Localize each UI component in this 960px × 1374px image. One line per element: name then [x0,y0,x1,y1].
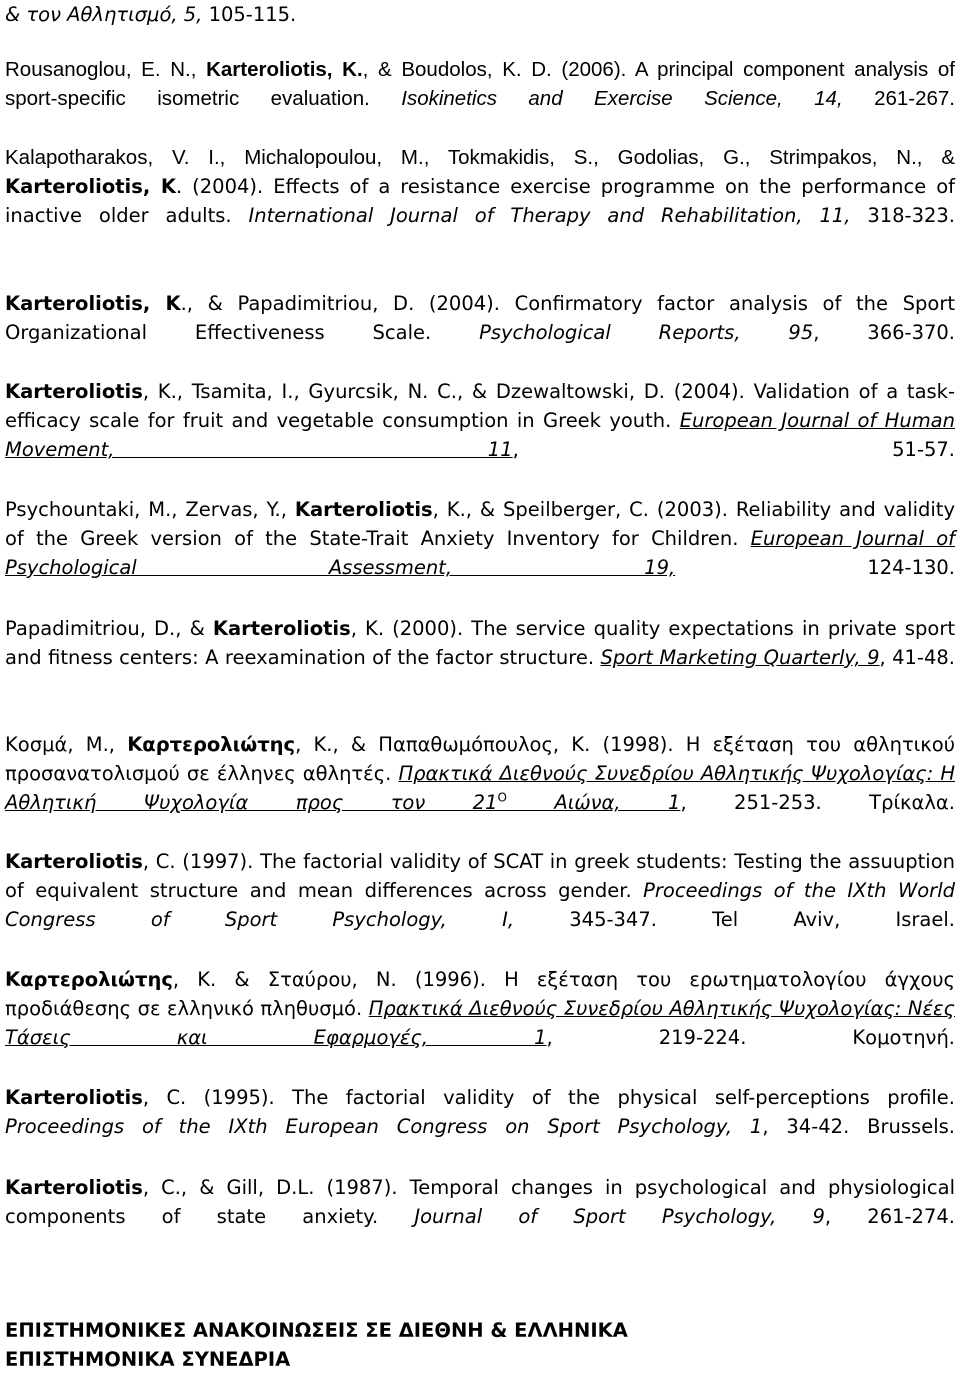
reference-authors: Papadimitriou, D., & [5,617,213,640]
reference-journal-superscript: Ο [497,790,507,805]
reference-authors-rest: , C., & Gill, D.L. (1987). [142,1176,410,1199]
reference-kosma-1998 [5,730,955,846]
reference-highlight-author: Karteroliotis [5,1176,143,1199]
reference-journal: & τον Αθλητισμό, 5, [5,3,203,26]
reference-journal: Isokinetics and Exercise Science, 14, [401,87,843,110]
reference-highlight-author: Karteroliotis, K [5,292,181,315]
reference-karteroliotis-1995 [5,1083,955,1170]
reference-journal: Sport Marketing Quarterly, 9 [600,646,880,669]
reference-authors: Rousanoglou, E. N., [5,58,207,81]
reference-karteroliotis-gill-1987 [5,1173,955,1260]
reference-pages: 105-115. [202,3,297,26]
reference-authors-rest: , & Boudolos, K. D. (2006). [362,58,635,81]
reference-authors-rest: . (2004). [175,175,274,198]
reference-pages: 261-267. [842,87,956,110]
reference-pages: , 51-57. [512,438,955,461]
reference-journal: Πρακτικά Διεθνούς Συνεδρίου Αθλητικής Ψυχολογίας: Νέες Τάσεις και Εφαρμογές, 1 [5,997,955,1049]
reference-journal: Πρακτικά Διεθνούς Συνεδρίου Αθλητικής Ψυχολογίας: Η Αθλητική Ψυχολογία προς τον 21 [5,762,956,814]
reference-authors-rest: , K., Tsamita, I., Gyurcsik, N. C., & Dzewaltowski, D. (2004). [142,380,754,403]
reference-title: The service quality expectations in private sport and fitness centers: A reexamination of the factor structure. [5,617,956,669]
reference-pages: 345-347. Tel Aviv, Israel. [514,908,955,931]
reference-pages: , 366-370. [813,321,955,344]
reference-highlight-author: Καρτερολιώτης [127,733,296,756]
reference-authors-rest: , Κ., & Παπαθωμόπουλος, Κ. (1998). [295,733,686,756]
reference-title: The factorial validity of SCAT in greek students: Testing the assuuption of equivalent structure and mean differences across gender. [5,850,955,902]
reference-highlight-author: Karteroliotis, K. [206,58,363,81]
reference-title: Validation of a task-efficacy scale for fruit and vegetable consumption in Greek youth. [5,380,956,432]
reference-authors-rest: , C. (1995). [142,1086,293,1109]
reference-karterolioti-stavrou-1996 [5,965,955,1081]
section-heading-line2: ΕΠΙΣΤΗΜΟΝΙΚΑ ΣΥΝΕΔΡΙΑ [5,1348,291,1371]
reference-authors-rest: , K., & Speilberger, C. (2003). [432,498,736,521]
reference-pages: , 34-42. Brussels. [762,1115,955,1138]
reference-journal: Journal of Sport Psychology, 9 [414,1205,825,1228]
reference-title: A principal component analysis of sport-specific isometric evaluation. [5,58,955,110]
reference-authors-rest: , C. (1997). [142,850,261,873]
reference-journal: Psychological Reports, 95 [479,321,814,344]
reference-journal: Proceedings of the IXth European Congress on Sport Psychology, 1 [5,1115,763,1138]
reference-pages: , 261-274. [824,1205,955,1228]
reference-journal-rest: Αιώνα, 1 [506,791,681,814]
reference-karteroliotis-tsamita-2004 [5,377,955,493]
reference-highlight-author: Καρτερολιώτης [5,968,173,991]
reference-highlight-author: Karteroliotis, K [5,175,176,198]
reference-highlight-author: Karteroliotis [5,850,143,873]
reference-kalapotharakos-2004 [5,143,955,259]
reference-authors-rest: ., & Papadimitriou, D. (2004). [180,292,515,315]
reference-pages: , 251-253. Τρίκαλα. [680,791,955,814]
section-heading [5,1316,955,1374]
reference-rousanoglou-2006 [5,55,955,142]
reference-title: The factorial validity of the physical self-perceptions profile. [292,1086,956,1109]
reference-pages: , 219-224. Κομοτηνή. [546,1026,955,1049]
reference-authors: Psychountaki, M., Zervas, Y., [5,498,295,521]
reference-authors: Kalapotharakos, V. I., Michalopoulou, M., Tokmakidis, S., Godolias, G., Strimpakos, N., & [5,146,955,169]
reference-fragment [5,0,955,29]
reference-title: Η εξέταση του ερωτηματολογίου άγχους προδιάθεσης σε ελληνικό πληθυσμό. [5,968,955,1020]
reference-authors-rest: , K. (2000). [350,617,472,640]
reference-journal: European Journal of Psychological Assessment, 19, [5,527,955,579]
section-heading-line1: ΕΠΙΣΤΗΜΟΝΙΚΕΣ ΑΝΑΚΟΙΝΩΣΕΙΣ ΣΕ ΔΙΕΘΝΗ & ΕΛΛΗΝΙΚΑ [5,1319,628,1342]
reference-title: Η εξέταση του αθλητικού προσανατολισμού σε έλληνες αθλητές. [5,733,955,785]
reference-papadimitriou-2000 [5,614,955,701]
reference-highlight-author: Karteroliotis [212,617,351,640]
reference-authors: Κοσμά, Μ., [5,733,128,756]
reference-karteroliotis-1997 [5,847,955,963]
reference-karteroliotis-papadimitriou-2004 [5,289,955,376]
reference-title: Effects of a resistance exercise programme on the performance of inactive older adults. [5,175,955,227]
reference-title: Reliability and validity of the Greek version of the State-Trait Anxiety Inventory for Children. [5,498,955,550]
reference-pages: 124-130. [675,556,956,579]
reference-journal: European Journal of Human Movement, 11 [5,409,955,461]
reference-highlight-author: Karteroliotis [294,498,433,521]
reference-psychountaki-2003 [5,495,955,611]
reference-title: Confirmatory factor analysis of the Sport Organizational Effectiveness Scale. [5,292,955,344]
reference-title: Temporal changes in psychological and physiological components of state anxiety. [5,1176,955,1228]
reference-highlight-author: Karteroliotis [5,380,143,403]
reference-journal: Proceedings of the IXth World Congress of Sport Psychology, I, [5,879,955,931]
reference-authors-rest: , Κ. & Σταύρου, Ν. (1996). [172,968,505,991]
reference-journal: International Journal of Therapy and Rehabilitation, 11, [248,204,851,227]
reference-pages: , 41-48. [879,646,955,669]
reference-highlight-author: Karteroliotis [5,1086,143,1109]
reference-pages: 318-323. [850,204,955,227]
